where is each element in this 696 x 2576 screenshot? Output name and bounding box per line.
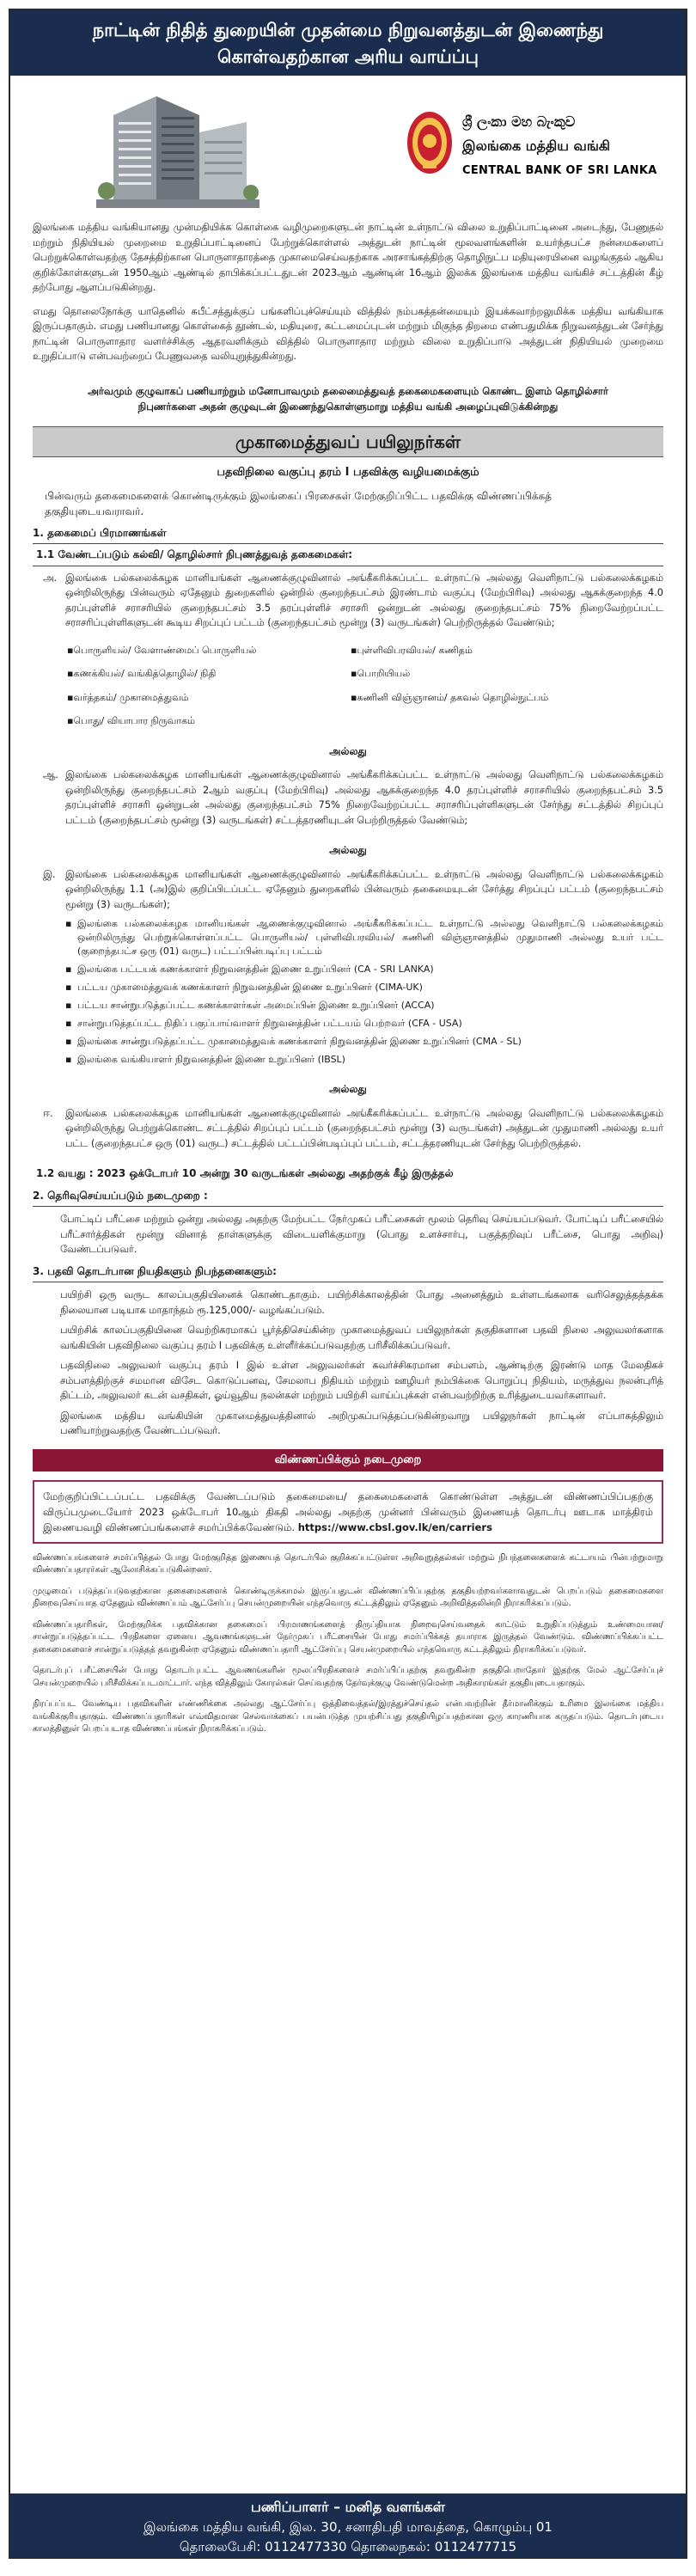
subject-item: ▪பொறியியல் <box>351 668 411 679</box>
or-separator: அல்லது <box>329 744 367 757</box>
intro-section <box>10 211 686 364</box>
subject-item: ▪வர்த்தகம்/ முகாமைத்துவம் <box>67 691 189 703</box>
list-item <box>65 1053 663 1067</box>
bank-crest-icon <box>406 110 454 175</box>
item-text: இலங்கை பல்கலைக்கழக மானியங்கள் ஆணைக்குழுவினால் அங்கீகரிக்கப்பட்ட உள்நாட்டு அல்லது வெளிநாட்டு பல்கலைக்கழகம் ஒன்றிலிருந்து 1.1 (அ)இல் குறிப்பிடப்பட்ட ஏதேனும் துறைகளில் பின்வரும் தகைமையுடன் சேர்த்து சிறப்புப் பட்டம் (குறைந்தபட்சம் மூன்று (3) வருடங்கள்); <box>65 868 663 910</box>
bank-name-sinhala: ශ්‍රී ලංකා මහ බැංකුව <box>462 113 576 130</box>
bullet-icon: ▪ <box>65 1018 72 1029</box>
bullet-icon: ▪ <box>65 1000 72 1011</box>
bullet-icon: ▪ <box>65 1036 72 1047</box>
item-label: ஆ. <box>43 769 58 780</box>
item-label: அ. <box>43 572 58 584</box>
list-item-text: பட்டய சான்றுபடுத்தப்பட்ட கணக்காளர்கள் அமைப்பின் இணை உறுப்பினர் (ACCA) <box>77 1000 435 1011</box>
contact-address: இலங்கை மத்திய வங்கி, இல. 30, சனாதிபதி மாவத்தை, கொழும்பு 01 <box>143 2519 553 2535</box>
contact-phone: தொலைபேசி: 0112477330 தொலைநகல்: 0112477715 <box>179 2539 517 2555</box>
section-2-heading: 2. தெரிவுசெய்யப்படும் நடைமுறை : <box>33 1189 208 1202</box>
intro-paragraph-2: எமது தொலைநோக்கு யாதெனில் சுபீட்சத்துக்குப் பங்களிப்புச்செய்யும் வித்தில் நம்பகத்தன்மையும் இயக்கவாற்றலுமிக்க மத்திய வங்கியாக இருப்பதாகும். எமது பணியானது கொள்கைத் தூண்டல், மதியுரை, கட்டமைப்புடன் மற்றும் மிகுந்த திறமை எண்பதுமிக்க நிறுவனத்துடன் சேர்ந்து நாட்டின் பொருளாதார வளர்ச்சிக்கு ஆதரவளிக்கும் வித்தில் பொருளாதார மற்றும் விலை உறுதிப்பாடு அத்துடன் நிதியியல் முறைமை உறுதிப்பாடு என்பவற்றைப் பேணுவதை வலியுறுத்துகின்றது. <box>33 305 663 362</box>
fine-print <box>33 1552 663 1736</box>
terms-paragraph: பயிற்சிக் காலப்பகுதியினை வெற்றிகரமாகப் பூர்த்திசெய்கின்ற முகாமைத்துவப் பயிலுநர்கள் தகுதிகளான பதவி நிலை அலுவலர்களாக வங்கியின் பதவிநிலை வகுப்பு தரம் I பதவிக்கு உள்ளீர்க்கப்படுவதற்கு பரிசீலிக்கப்படுவர். <box>60 1325 663 1351</box>
list-item <box>65 981 663 994</box>
fine-print-paragraph: முழுமைப் படுத்தப்படுவதற்கான தகைமைகளைக் கொண்டிருக்காமல் இருப்பதுடன் விண்ணப்பிப்பதற்கு தகுதியற்றவர்களாவதுடன் பெறப்படும் தகைமைகளை நிறைவுசெய்யாத ஏதேனும் விண்ணப்பம் ஆட்சேர்ப்பு செயன்முறையின் எந்தவொரு கட்டத்திலும் ஏதேனும் அறிவித்தலின்றி நிராகரிக்கப்படும். <box>33 1586 663 1608</box>
terms-paragraph: இலங்கை மத்திய வங்கியின் முகாமைத்துவத்தினால் அறிமுகப்படுத்தப்படுகின்றவாறு பயிலுநர்கள் நாட்டின் எப்பாகத்திலும் பணியாற்றுவதற்கு வேண்டப்படுவர். <box>60 1410 663 1436</box>
position-title: முகாமைத்துவப் பயிலுநர்கள் <box>33 426 663 457</box>
bullet-icon: ▪ <box>65 1054 72 1065</box>
qualification-section <box>33 526 663 1182</box>
bank-name-english: CENTRAL BANK OF SRI LANKA <box>462 164 657 177</box>
subject-item: ▪கணக்கியல்/ வங்கித்தொழில்/ நிதி <box>67 668 217 679</box>
qualification-aa <box>33 768 663 828</box>
application-procedure-box <box>33 1480 663 1544</box>
building-illustration <box>96 81 259 208</box>
section-1-heading: 1. தகைமைப் பிரமாணங்கள் <box>33 526 167 539</box>
list-item-text: இலங்கை சான்றுபடுத்தப்பட்ட முகாமைத்துவக் கணக்காளர் நிறுவனத்தின் இணை உறுப்பினர் (CMA - SL) <box>77 1036 522 1047</box>
bank-name-tamil: இலங்கை மத்திய வங்கி <box>462 138 610 154</box>
list-item <box>65 917 663 958</box>
section-3-heading: 3. பதவி தொடர்பான நியதிகளும் நிபந்தனைகளும்: <box>33 1264 277 1277</box>
list-item-text: இலங்கை பட்டயக் கணக்காளர் நிறுவனத்தின் இணை உறுப்பினர் (CA - SRI LANKA) <box>77 964 434 975</box>
qualification-i <box>33 867 663 913</box>
terms-section <box>33 1264 663 1439</box>
terms-paragraph: பதவிநிலை அலுவலர் வகுப்பு தரம் I இல் உள்ள அலுவலர்கள் கவர்ச்சிகரமான சம்பளம், ஆண்டிற்கு இரண்டு மாத மேலதிகச் சம்பளத்திற்குச் சமமான விசேட கொடுப்பனவு, சேமலாப நிதியம் மற்றும் ஊழியர் நம்பிக்கை பொறுப்பு நிதியம், மருத்துவ நலன்புரித் திட்டம், அலுவலர் கடன் வசதிகள், ஓய்வூதிய நலன்கள் மற்றும் பயிற்சி வாய்ப்புக்கள் என்பவற்றிற்கு உரித்துடையவர்களாவர். <box>60 1360 663 1401</box>
list-item-text: இலங்கை வங்கியாளர் நிறுவனத்தின் இணை உறுப்பினர் (IBSL) <box>77 1054 345 1065</box>
bullet-icon: ▪ <box>65 918 72 929</box>
qualification-ii <box>33 1106 663 1152</box>
intro-paragraph-1: இலங்கை மத்திய வங்கியானது முன்மதியிக்க கொள்கை வழிமுறைகளுடன் நாட்டின் உள்நாட்டு விலை உறுதிப்பாட்டினை அடைந்து, பேணுதல் மற்றும் நிதியியல் முறைமை உறுதிப்பாட்டினைப் பேற்றுக்கொள்ளல் அத்துடன் நாட்டின் மூலவளங்களின் உயர்ந்தபட்ச நன்மைகளைப் பெற்றுக்கொள்வதற்கு தேசத்திற்கான பொருளாதாரத்தை முகாமைசெய்வதற்காக அரசாங்கத்திற்கு தொழிநுட்ப மதியுரையினை வழங்குதல் ஆகிய குறிக்கோள்களுடன் 1950ஆம் ஆண்டில் தாபிக்கப்பட்டதுடன் 2023ஆம் ஆண்டின் 16ஆம் இலக்க இலங்கை மத்திய வங்கிச் சட்டத்தின் கீழ் தற்போது ஆளப்படுகின்றது. <box>33 222 663 293</box>
application-procedure-text: மேற்குறிப்பிட்டப்பட்ட பதவிக்கு வேண்டப்படும் தகைமையை/ தகைமைகளைக் கொண்டுள்ள அத்துடன் விண்ணப்பிப்பதற்கு விருப்பமுடையோர் 2023 ஒக்டோபர் 10ஆம் திகதி அல்லது அதற்கு முன்னர் பின்வரும் இணையத் தொடர்பு ஊடாக மாத்திரம் இணையவழி விண்ணப்பங்களைச் சமர்ப்பிக்கவேண்டும். <box>43 1490 653 1533</box>
list-item <box>65 963 663 976</box>
section-1-1-heading: 1.1 வேண்டப்படும் கல்வி/ தொழில்சார் நிபுணத்துவத் தகைமைகள்: <box>36 548 353 560</box>
fine-print-paragraph: விண்ணப்பங்களைச் சமர்ப்பித்தல் போது மேற்குறித்த இணையத் தொடர்பில் குறிக்கப்பட்டுள்ள அறிவுறுத்தல்கள் மற்றும் நிபந்தனைகளைக் கட்டாயம் பின்பற்றுமாறு விண்ணப்பதாரர்கள் ஆலோசிக்கப்படுகின்றனர். <box>33 1552 663 1575</box>
qualification-a <box>33 571 663 631</box>
fine-print-paragraph: விண்ணப்பதாரிகள், மேற்குறிக்க பதவிக்கான தகைமைப் பிரமாணங்களைத் திருப்தியாக நிறைவுசெய்வதைக் காட்டும் உறுதிப்படுத்தும் உண்மையான/ சான்றுப்படுத்தப்பட்ட பிரதிகளை ஏனைய ஆவணங்களுடன் நேர்முகப் பரீட்சையின் போது சமர்ப்பிக்கத் தயாராக இருத்தல் வேண்டும். விண்ணப்பிக்கப்பட்ட தகைமைகளைச் சான்றுப்படுத்தத் தவறுகின்ற ஏதேனும் விண்ணப்பதாரி ஆட்சேர்ப்பு செயன்முறையில் எந்தவொரு கட்டத்திலும் நிராகரிக்கப்படுவர். <box>33 1619 663 1655</box>
list-item-text: பட்டய முகாமைத்துவக் கணக்காளர் நிறுவனத்தின் இணை உறுப்பினர் (CIMA-UK) <box>77 982 423 993</box>
list-item <box>65 1017 663 1031</box>
bullet-icon: ▪ <box>65 982 72 993</box>
divider <box>33 543 663 544</box>
item-text: இலங்கை பல்கலைக்கழக மானியங்கள் ஆணைக்குழுவினால் அங்கீகரிக்கப்பட்ட உள்நாட்டு அல்லது வெளிநாட்டு பல்கலைக்கழகம் ஒன்றிலிருந்து குறைந்தபட்சம் 2ஆம் வகுப்பு (மேற்பிரிவு) அல்லது ஆகக்குறைந்த 4.0 தரப்புள்ளிச் சராசரியில் குறைந்தபட்சம் 3.5 தரப்புள்ளிச் சராசரி ஒன்றுடன் அல்லது குறைந்தபட்சம் 75% நிறைவேற்றப்பட்ட சராசரிப்புள்ளிகளுடன் சேர்ந்து சட்டத்தில் சிறப்புப் பட்டம் (குறைந்தபட்சம் மூன்று (3) வருடங்கள்) சட்டத்தரணியுடன் பெற்றிருத்தல் வேண்டும்; <box>65 769 663 826</box>
selection-section <box>33 1189 663 1257</box>
subject-item: ▪கணினி விஞ்ஞானம்/ தகவல் தொழில்நுட்பம் <box>351 691 549 703</box>
age-requirement: 1.2 வயது : 2023 ஒக்டோபர் 10 அன்று 30 வருடங்கள் அல்லது அதற்குக் கீழ் இருத்தல் <box>36 1167 454 1179</box>
fine-print-paragraph: தொடர்புப் பரீட்சையின் போது தொடர்புபட்ட ஆவணங்களின் மூலப்பிரதிகளைச் சமர்ப்பிப்பதற்கு தவறுகின்ற தகுதிபெறாதோர் இதற்கு மேல் ஆட்சேர்ப்புச் செயன்முறையில் பரிசீலிக்கப்படமாட்டார். எந்த வித்திலும் கோரல்கள் செய்வதற்கு தேர்வுக்குழு வேண்டுமென்ற அதிகாரங்கள் தகுதியுடையதாகும். <box>33 1666 663 1688</box>
position-subtitle: பதவிநிலை வகுப்பு தரம் I பதவிக்கு வழியமைக்கும் <box>217 465 479 479</box>
top-banner: நாட்டின் நிதித் துறையின் முதன்மை நிறுவனத்துடன் இணைந்து கொள்வதற்கான அரிய வாய்ப்பு <box>10 10 686 76</box>
list-item <box>65 999 663 1013</box>
subject-item: ▪பொருளியல்/ வேளாண்மைப் பொருளியல் <box>67 644 257 656</box>
item-label: ஈ. <box>43 1107 53 1119</box>
divider <box>33 1206 663 1207</box>
item-text: இலங்கை பல்கலைக்கழக மானியங்கள் ஆணைக்குழுவினால் அங்கீகரிக்கப்பட்ட உள்நாட்டு அல்லது வெளிநாட்டு பல்கலைக்கழகம் ஒன்றிலிருந்து பெற்றுக்கொண்ட சட்டத்தில் சிறப்புப் பட்டம் (குறைந்தபட்சம் மூன்று (3) வருடங்கள்) அத்துடன் முதுமாணி அல்லது உயர் பட்ட (குறைந்தபட்ச ஒரு (01) வருட) சட்டத்தில் பட்டப்பின்படிப்புப் பட்டம், சட்டத்தரணியுடன் சேர்ந்து பெற்றிருத்தல். <box>65 1107 663 1149</box>
subject-item: ▪புள்ளிவிபரவியல்/ கணிதம் <box>351 644 473 656</box>
item-label: இ. <box>43 868 56 880</box>
subject-item: ▪பொது/ வியாபார நிருவாகம் <box>67 715 195 726</box>
subject-list <box>67 643 663 729</box>
invitation-text: அர்வமும் குழுவாகப் பணியாற்றும் மனோபாவமும் தலைமைத்துவத் தகைமைகளையும் கொண்ட இளம் தொழில்சார் நிபுணர்களை அதன் குழுவுடன் இணைந்துகொள்ளுமாறு மத்திய வங்கி அழைப்புவிடுக்கின்றது <box>88 384 608 413</box>
or-separator: அல்லது <box>329 844 367 856</box>
list-item-text: சான்றுபடுத்தப்பட்ட நிதிப் பகுப்பாய்வாளர் நிறுவனத்தின் பட்டயம் பெற்றவர் (CFA - USA) <box>77 1018 462 1029</box>
contact-footer <box>10 2493 686 2557</box>
or-separator: அல்லது <box>329 1083 367 1095</box>
terms-paragraph: பயிற்சி ஒரு வருட காலப்பகுதியினைக் கொண்டதாகும். பயிற்சிக்காலத்தின் போது அனைத்தும் உள்ளடங்கலாக வரிசெலுத்தத்தக்க நிலையான படியாக மாதாந்தம் ரூ.125,000/- வழங்கப்படும். <box>60 1289 663 1316</box>
list-item-text: இலங்கை பல்கலைக்கழக மானியங்கள் ஆணைக்குழுவினால் அங்கீகரிக்கப்பட்ட உள்நாட்டு அல்லது வெளிநாட்டு பல்கலைக்கழகம் ஒன்றிலிருந்து பெற்றுக்கொள்ளப்பட்ட பொருளியல்/ புள்ளிவிபரவியல்/ கணினி விஞ்ஞானத்தில் முதுமாணி அல்லது உயர் பட்ட (குறைந்தபட்ச ஒரு (01) வருட) பட்டப்பின்படிப்பு பட்டம் <box>77 918 663 957</box>
bullet-icon: ▪ <box>65 964 72 975</box>
application-procedure-heading: விண்ணப்பிக்கும் நடைமுறை <box>33 1449 663 1472</box>
section-2-body: போட்டிப் பரீட்சை மற்றும் ஒன்று அல்லது அதற்கு மேற்பட்ட நேர்முகப் பரீட்சைகள் மூலம் தெரிவு செய்யப்படுவர். போட்டிப் பரீட்சையில் பரீட்சார்த்திகள் மூன்று வினாத் தாள்களுக்கு விடையளிக்குமாறு (பொது உளச்சார்பு, பகுத்தறிவுப் பரீட்சை, பொது அறிவு) வேண்டப்படுவர். <box>60 1214 663 1255</box>
hero-section <box>10 76 686 211</box>
professional-qualification-list <box>65 917 663 1067</box>
contact-title: பணிப்பாளர் – மனித வளங்கள் <box>250 2499 446 2515</box>
eligibility-lead: பின்வரும் தகைமைகளைக் கொண்டிருக்கும் இலங்கைப் பிரசைகள் மேற்குறிப்பிட்ட பதவிக்கு விண்ணப்பிக்கத் தகுதியுடையவராவர். <box>45 489 552 517</box>
list-item <box>65 1035 663 1049</box>
item-text: இலங்கை பல்கலைக்கழக மானியங்கள் ஆணைக்குழுவினால் அங்கீகரிக்கப்பட்ட உள்நாட்டு அல்லது வெளிநாட்டு பல்கலைக்கழகம் ஒன்றிலிருந்து பின்வரும் ஏதேனும் துறைகளில் ஒன்றில் குறைந்தபட்சம் இரண்டாம் வகுப்பு (மேற்பிரிவு) அல்லது ஆகக்குறைந்த 4.0 தரப்புள்ளிச் சராசரியில் குறைந்தபட்சம் 3.5 தரப்புள்ளிச் சராசரி ஒன்றுடன் அல்லது குறைந்தபட்சம் 75% நிறைவேற்றப்பட்ட சராசரிப்புள்ளிகளுடன் கூடிய சிறப்புப் பட்டம் (குறைந்தபட்சம் மூன்று (3) வருடங்கள்) பெற்றிருத்தல் வேண்டும்; <box>65 572 663 628</box>
advertisement-page <box>9 9 687 2559</box>
careers-link[interactable]: https://www.cbsl.gov.lk/en/carriers <box>297 1521 492 1533</box>
fine-print-paragraph: நிரப்பப்பட வேண்டிய பதவிகளின் எண்ணிக்கை அல்லது ஆட்சேர்ப்பு ஒத்திவைத்தல்/இரத்துச்செய்தல் என்பவற்றின் தீர்மானிக்கும் உரிமை இலங்கை மத்திய வங்கிக்குரியதாகும். விண்ணப்பதாரிகள் எவ்விதமான செல்வாக்கைப் பயன்படுத்த முயற்சிப்பது தகுதியிழப்பதற்கான ஒரு காரணியாக கருதப்படும். தொடர்புடைய காலத்தினுள் பெறப்படாத விண்ணப்பங்கள் நிராகரிக்கப்படும். <box>33 1699 663 1734</box>
